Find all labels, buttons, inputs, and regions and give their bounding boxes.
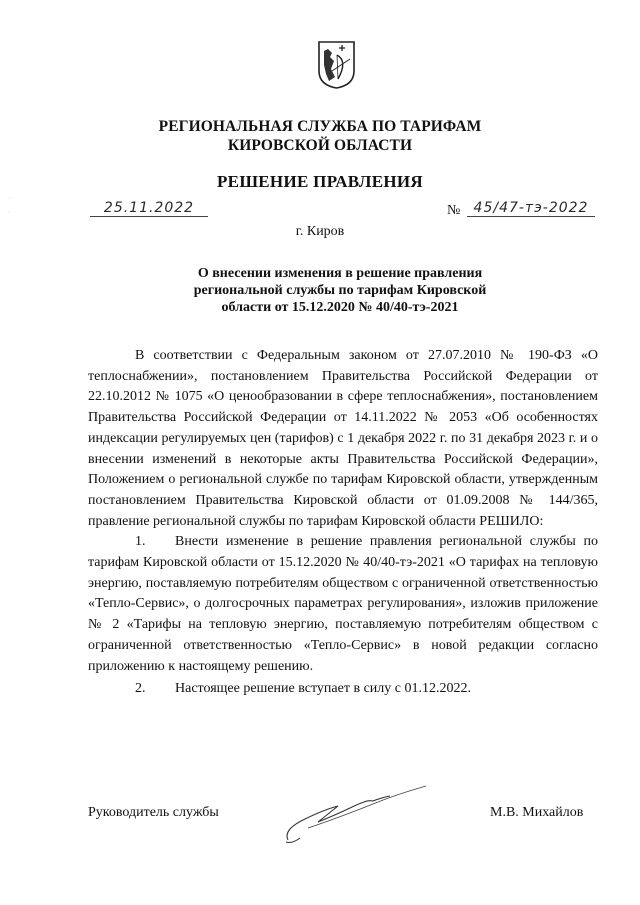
org-name-line1: РЕГИОНАЛЬНАЯ СЛУЖБА ПО ТАРИФАМ bbox=[158, 118, 482, 135]
handwritten-signature bbox=[278, 780, 428, 850]
signer-name: М.В. Михайлов bbox=[490, 805, 584, 820]
decision-item bbox=[88, 679, 598, 700]
city: г. Киров bbox=[295, 224, 345, 239]
number-prefix: № bbox=[447, 203, 461, 218]
subject-line2: региональной службы по тарифам Кировской bbox=[193, 283, 487, 298]
decision-date: 25.11.2022 bbox=[90, 200, 208, 217]
decision-item bbox=[88, 532, 598, 677]
item-text: Внести изменение в решение правления региональной службы по тарифам Кировской области от 15.12.2020 № 40/40-тэ-2021 «О тарифах на тепловую энергию, поставляемую потребителям обществом с ограниченной ответственностью «Тепло-Сервис», о долгосрочных параметрах регулирования», изложив приложение № 2 «Тарифы на тепловую энергию, поставляемую потребителям обществом с ограниченной ответственностью «Тепло-Сервис» в новой редакции согласно приложению к настоящему решению. bbox=[88, 534, 598, 674]
subject-line1: О внесении изменения в решение правления bbox=[197, 266, 483, 281]
item-number: 1. bbox=[135, 534, 146, 550]
decision-body bbox=[88, 346, 598, 700]
coat-of-arms-icon bbox=[318, 41, 355, 89]
preamble-paragraph: В соответствии с Федеральным законом от 27.07.2010 № 190-ФЗ «О теплоснабжении», постановлением Правительства Российской Федерации от 22.10.2012 № 1075 «О ценообразовании в сфере теплоснабжения», постановлением Правительства Российской Федерации от 14.11.2022 № 2053 «Об особенностях индексации регулируемых цен (тарифов) с 1 декабря 2022 г. по 31 декабря 2023 г. и о внесении изменений в некоторые акты Правительства Российской Федерации», Положением о региональной службе по тарифам Кировской области, утвержденным постановлением Правительства Кировской области от 01.09.2008 № 144/365, правление региональной службы по тарифам Кировской области РЕШИЛО: bbox=[88, 348, 598, 529]
document-type-title: РЕШЕНИЕ ПРАВЛЕНИЯ bbox=[217, 172, 423, 191]
item-text: Настоящее решение вступает в силу с 01.12.2022. bbox=[175, 681, 471, 697]
org-name-line2: КИРОВСКОЙ ОБЛАСТИ bbox=[227, 137, 413, 154]
item-number: 2. bbox=[135, 681, 146, 697]
margin-mark: · bbox=[8, 196, 10, 202]
margin-mark: · bbox=[8, 210, 10, 216]
signer-position: Руководитель службы bbox=[88, 805, 219, 820]
subject-heading bbox=[140, 265, 540, 316]
subject-line3: области от 15.12.2020 № 40/40-тэ-2021 bbox=[221, 300, 459, 315]
decision-number: 45/47-тэ-2022 bbox=[467, 200, 595, 217]
